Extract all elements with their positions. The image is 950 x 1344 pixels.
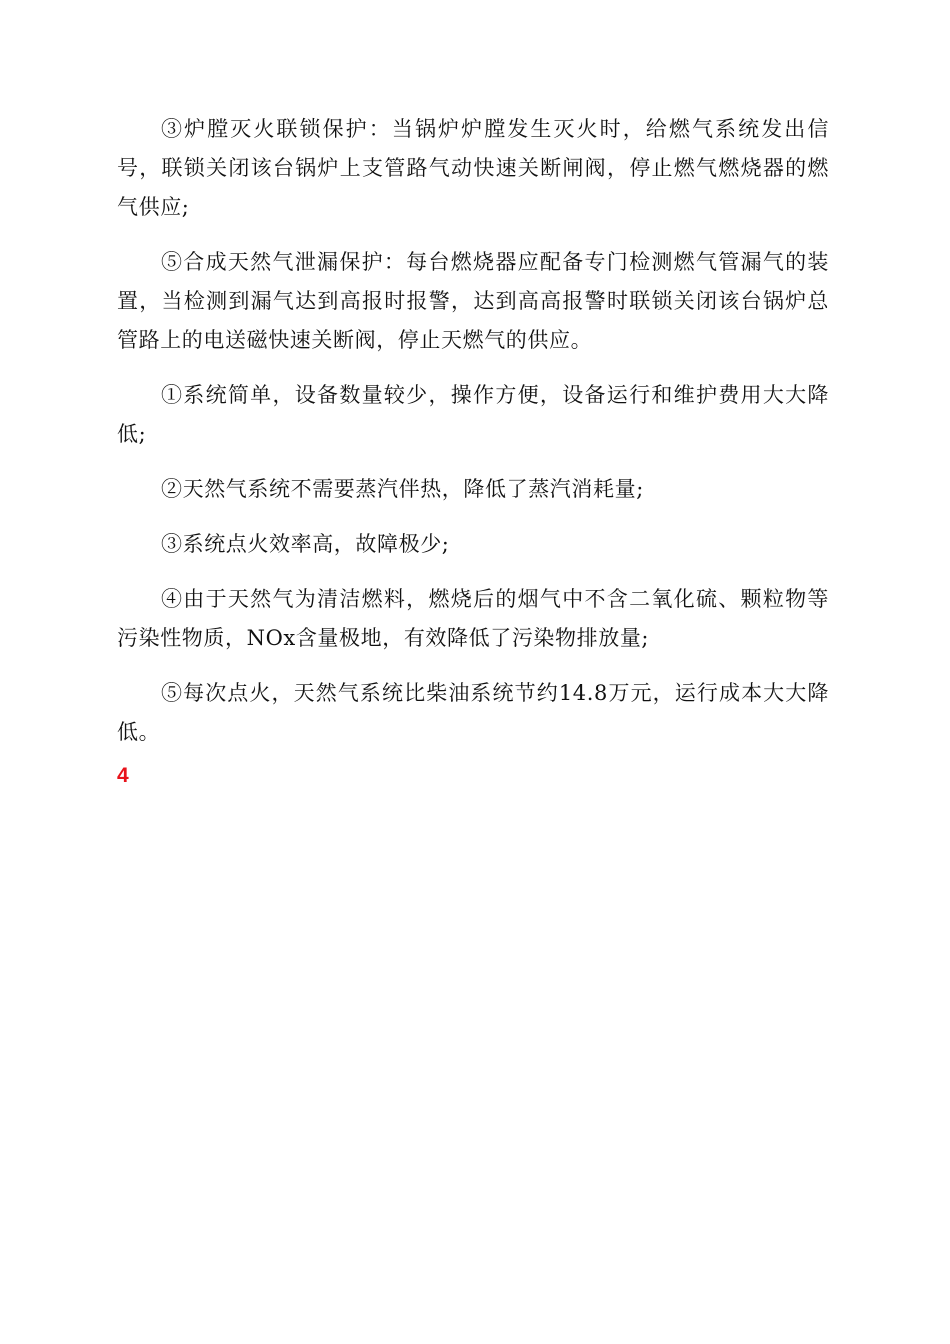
paragraph-advantage-cost-saving: ⑤每次点火，天然气系统比柴油系统节约14.8万元，运行成本大大降低。 xyxy=(117,681,829,744)
document-body xyxy=(117,110,829,768)
paragraph-advantage-ignition-efficiency: ③系统点火效率高，故障极少; xyxy=(161,532,450,556)
paragraph-gas-leak-protection: ⑤合成天然气泄漏保护：每台燃烧器应配备专门检测燃气管漏气的装置，当检测到漏气达到高报时报警，达到高高报警时联锁关闭该台锅炉总管路上的电送磁快速关断阀，停止天燃气的供应。 xyxy=(117,250,829,352)
paragraph-advantage-clean-fuel: ④由于天然气为清洁燃料，燃烧后的烟气中不含二氧化硫、颗粒物等污染性物质，NOx含量极地，有效降低了污染物排放量; xyxy=(117,587,829,650)
page-number: 4 xyxy=(117,764,129,787)
paragraph-furnace-flameout-protection: ③炉膛灭火联锁保护：当锅炉炉膛发生灭火时，给燃气系统发出信号，联锁关闭该台锅炉上支管路气动快速关断闸阀，停止燃气燃烧器的燃气供应; xyxy=(117,117,829,219)
paragraph-advantage-simple-system: ①系统简单，设备数量较少，操作方便，设备运行和维护费用大大降低; xyxy=(117,383,829,446)
paragraph-advantage-no-steam-tracing: ②天然气系统不需要蒸汽伴热，降低了蒸汽消耗量; xyxy=(161,477,644,501)
